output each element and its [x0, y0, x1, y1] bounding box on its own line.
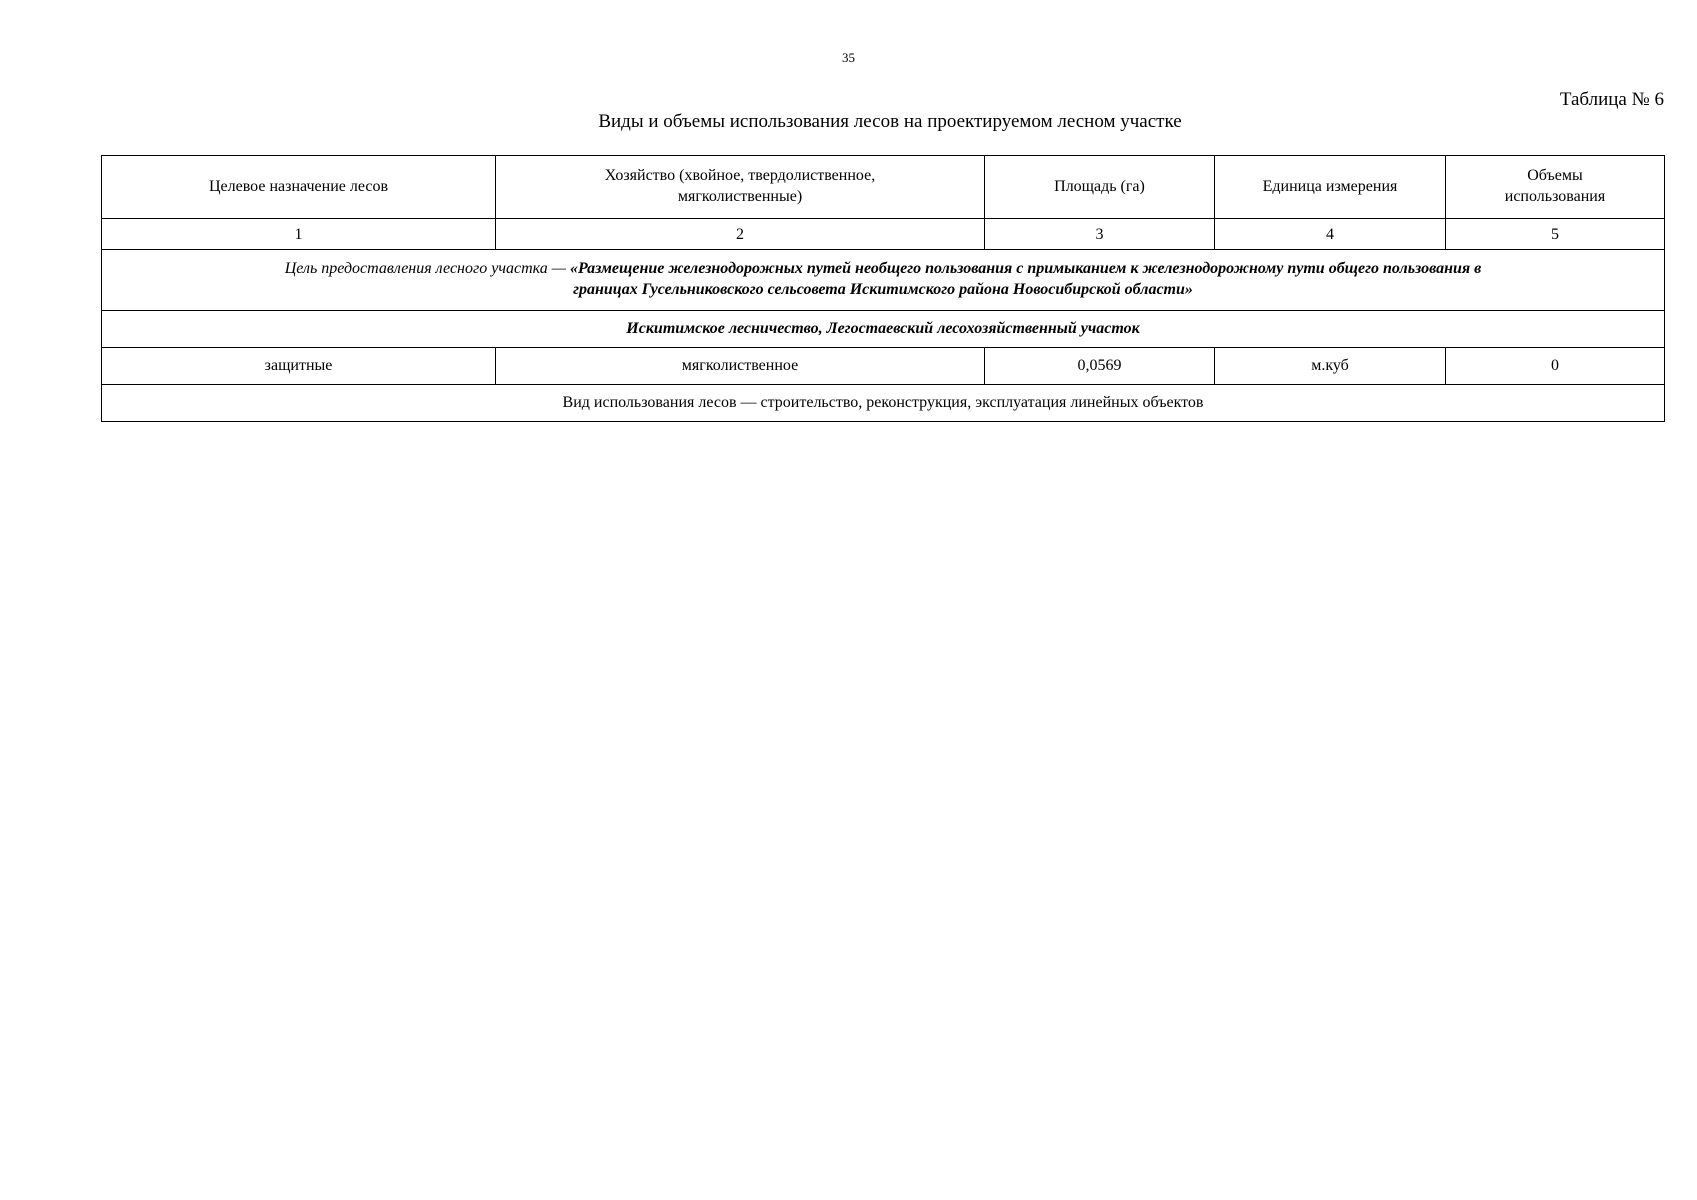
- purpose-cell: [102, 250, 1665, 311]
- cell-purpose: защитные: [102, 348, 496, 385]
- cell-farm: мягколиственное: [496, 348, 985, 385]
- column-number-cell: 4: [1215, 219, 1446, 250]
- header-cell-purpose: Целевое назначение лесов: [102, 156, 496, 219]
- cell-volume: 0: [1446, 348, 1665, 385]
- header-cell-farm: Хозяйство (хвойное, твердолиственное, мягколиственные): [496, 156, 985, 219]
- usage-type-row: [102, 385, 1665, 422]
- table-row: [102, 348, 1665, 385]
- table-title: Виды и объемы использования лесов на проектируемом лесном участке: [598, 111, 1182, 132]
- column-number-cell: 2: [496, 219, 985, 250]
- header-cell-unit: Единица измерения: [1215, 156, 1446, 219]
- column-number-cell: 1: [102, 219, 496, 250]
- table-header-row: [102, 156, 1665, 219]
- column-number-row: [102, 219, 1665, 250]
- header-cell-volume: Объемы использования: [1446, 156, 1665, 219]
- cell-unit: м.куб: [1215, 348, 1446, 385]
- forest-usage-table: [101, 155, 1665, 422]
- page-number: 35: [842, 50, 855, 65]
- purpose-text: «Размещение железнодорожных путей необщего пользования с примыканием к железнодорожному пути общего пользования в границах Гусельниковского сельсовета Искитимского района Новосибирской области»: [569, 260, 1482, 298]
- header-cell-area: Площадь (га): [985, 156, 1215, 219]
- forestry-cell: Искитимское лесничество, Легостаевский лесохозяйственный участок: [102, 311, 1665, 348]
- column-number-cell: 3: [985, 219, 1215, 250]
- purpose-row: [102, 250, 1665, 311]
- purpose-prefix: Цель предоставления лесного участка —: [284, 260, 570, 278]
- table-number: Таблица № 6: [1559, 89, 1664, 110]
- forestry-row: [102, 311, 1665, 348]
- cell-area: 0,0569: [985, 348, 1215, 385]
- usage-type-cell: Вид использования лесов — строительство, реконструкция, эксплуатация линейных объектов: [102, 385, 1665, 422]
- column-number-cell: 5: [1446, 219, 1665, 250]
